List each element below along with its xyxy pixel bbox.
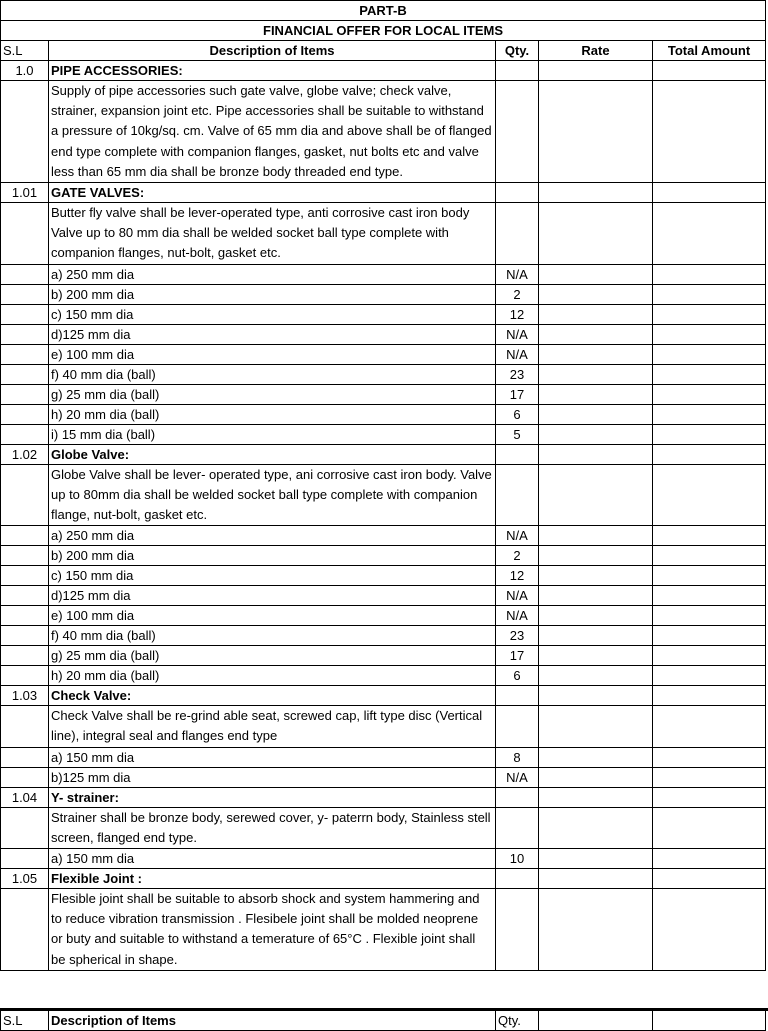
section-title: GATE VALVES:: [49, 183, 496, 203]
total-cell: [653, 686, 766, 706]
rate-cell: [539, 626, 653, 646]
rate-cell: [539, 606, 653, 626]
qty-cell: [496, 61, 539, 81]
item-row: [1, 324, 766, 344]
sl-cell: [1, 807, 49, 848]
section-row: [1, 444, 766, 464]
rate-cell: [539, 849, 653, 869]
header-row: [1, 41, 766, 61]
total-cell: [653, 747, 766, 767]
sl-cell: [1, 264, 49, 284]
total-cell: [653, 203, 766, 265]
total-cell: [653, 444, 766, 464]
item-label: b)125 mm dia: [49, 767, 496, 787]
item-qty: 6: [496, 404, 539, 424]
rate-cell: [539, 767, 653, 787]
item-qty: 2: [496, 546, 539, 566]
item-qty: 5: [496, 424, 539, 444]
item-label: c) 150 mm dia: [49, 566, 496, 586]
item-label: f) 40 mm dia (ball): [49, 626, 496, 646]
section-description: Supply of pipe accessories such gate valve, globe valve; check valve, strainer, expansion joint etc. Pipe accessories shall be suitable to withstand a pressure of 10kg/sq. cm. Valve of 65 mm dia and above shall be of flanged end type complete with companion flanges, gasket, nut bolts etc and valve less than 65 mm dia shall be bronze body threaded end type.: [49, 81, 496, 183]
total-cell: [653, 526, 766, 546]
item-label: e) 100 mm dia: [49, 344, 496, 364]
rate-cell: [539, 284, 653, 304]
item-qty: N/A: [496, 767, 539, 787]
section-description: Butter fly valve shall be lever-operated type, anti corrosive cast iron body Valve up to 80 mm dia shall be welded socket ball type complete with companion flanges, nut-bolt, gasket etc.: [49, 203, 496, 265]
next-header-total: [653, 1011, 766, 1031]
item-row: [1, 264, 766, 284]
total-cell: [653, 384, 766, 404]
sl-cell: [1, 889, 49, 971]
item-row: [1, 424, 766, 444]
rate-cell: [539, 203, 653, 265]
qty-cell: [496, 81, 539, 183]
item-label: c) 150 mm dia: [49, 304, 496, 324]
description-row: [1, 889, 766, 971]
sl-cell: [1, 666, 49, 686]
item-label: h) 20 mm dia (ball): [49, 404, 496, 424]
section-title: Y- strainer:: [49, 787, 496, 807]
rate-cell: [539, 81, 653, 183]
item-qty: N/A: [496, 526, 539, 546]
item-row: [1, 646, 766, 666]
section-description: Strainer shall be bronze body, serewed cover, y- paterrn body, Stainless stell screen, flanged end type.: [49, 807, 496, 848]
sl-cell: [1, 364, 49, 384]
total-cell: [653, 767, 766, 787]
item-qty: N/A: [496, 324, 539, 344]
item-label: d)125 mm dia: [49, 586, 496, 606]
sl-cell: [1, 566, 49, 586]
item-label: a) 150 mm dia: [49, 747, 496, 767]
header-description: Description of Items: [49, 41, 496, 61]
total-cell: [653, 264, 766, 284]
description-row: [1, 807, 766, 848]
sl-cell: [1, 464, 49, 526]
qty-cell: [496, 444, 539, 464]
sl-cell: [1, 424, 49, 444]
total-cell: [653, 626, 766, 646]
item-row: [1, 304, 766, 324]
rate-cell: [539, 889, 653, 971]
rate-cell: [539, 324, 653, 344]
sl-cell: [1, 203, 49, 265]
rate-cell: [539, 747, 653, 767]
total-cell: [653, 304, 766, 324]
item-row: [1, 666, 766, 686]
header-sl: S.L: [1, 41, 49, 61]
item-row: [1, 767, 766, 787]
item-row: [1, 284, 766, 304]
rate-cell: [539, 464, 653, 526]
item-row: [1, 747, 766, 767]
total-cell: [653, 324, 766, 344]
sl-cell: [1, 586, 49, 606]
total-cell: [653, 546, 766, 566]
offer-title: FINANCIAL OFFER FOR LOCAL ITEMS: [1, 21, 766, 41]
qty-cell: [496, 889, 539, 971]
item-qty: 2: [496, 284, 539, 304]
rate-cell: [539, 61, 653, 81]
sl-cell: [1, 606, 49, 626]
item-row: [1, 566, 766, 586]
qty-cell: [496, 686, 539, 706]
total-cell: [653, 869, 766, 889]
sl-cell: [1, 706, 49, 747]
item-label: h) 20 mm dia (ball): [49, 666, 496, 686]
item-row: [1, 626, 766, 646]
sl-cell: [1, 344, 49, 364]
sl-cell: [1, 646, 49, 666]
rate-cell: [539, 666, 653, 686]
item-label: g) 25 mm dia (ball): [49, 384, 496, 404]
section-number: 1.03: [1, 686, 49, 706]
item-row: [1, 384, 766, 404]
item-row: [1, 606, 766, 626]
item-qty: 23: [496, 626, 539, 646]
total-cell: [653, 344, 766, 364]
total-cell: [653, 566, 766, 586]
header-total-amount: Total Amount: [653, 41, 766, 61]
section-title: PIPE ACCESSORIES:: [49, 61, 496, 81]
total-cell: [653, 81, 766, 183]
rate-cell: [539, 787, 653, 807]
item-qty: 6: [496, 666, 539, 686]
sl-cell: [1, 304, 49, 324]
qty-cell: [496, 706, 539, 747]
qty-cell: [496, 464, 539, 526]
item-label: a) 250 mm dia: [49, 264, 496, 284]
rate-cell: [539, 304, 653, 324]
item-row: [1, 364, 766, 384]
description-row: [1, 81, 766, 183]
section-number: 1.05: [1, 869, 49, 889]
rate-cell: [539, 526, 653, 546]
rate-cell: [539, 384, 653, 404]
description-row: [1, 464, 766, 526]
total-cell: [653, 61, 766, 81]
total-cell: [653, 807, 766, 848]
total-cell: [653, 284, 766, 304]
total-cell: [653, 364, 766, 384]
item-qty: N/A: [496, 344, 539, 364]
section-description: Check Valve shall be re-grind able seat, screwed cap, lift type disc (Vertical line), integral seal and flanges end type: [49, 706, 496, 747]
total-cell: [653, 424, 766, 444]
rate-cell: [539, 183, 653, 203]
item-qty: 23: [496, 364, 539, 384]
section-description: Flesible joint shall be suitable to absorb shock and system hammering and to reduce vibration transmission . Flesibele joint shall be molded neoprene or buty and suitable to withstand a temerature of 65°C . Flexible joint shall be spherical in shape.: [49, 889, 496, 971]
item-label: a) 250 mm dia: [49, 526, 496, 546]
section-row: [1, 686, 766, 706]
rate-cell: [539, 646, 653, 666]
section-number: 1.04: [1, 787, 49, 807]
item-row: [1, 344, 766, 364]
sl-cell: [1, 747, 49, 767]
rate-cell: [539, 264, 653, 284]
section-row: [1, 183, 766, 203]
qty-cell: [496, 183, 539, 203]
section-number: 1.02: [1, 444, 49, 464]
item-row: [1, 849, 766, 869]
next-header-qty: Qty.: [496, 1011, 539, 1031]
item-qty: 10: [496, 849, 539, 869]
item-row: [1, 586, 766, 606]
rate-cell: [539, 686, 653, 706]
item-qty: N/A: [496, 586, 539, 606]
sl-cell: [1, 284, 49, 304]
sl-cell: [1, 81, 49, 183]
item-row: [1, 526, 766, 546]
qty-cell: [496, 807, 539, 848]
section-row: [1, 869, 766, 889]
part-title: PART-B: [1, 1, 766, 21]
sl-cell: [1, 767, 49, 787]
sl-cell: [1, 849, 49, 869]
sl-cell: [1, 626, 49, 646]
qty-cell: [496, 869, 539, 889]
description-row: [1, 203, 766, 265]
next-header-sl: S.L: [1, 1011, 49, 1031]
total-cell: [653, 404, 766, 424]
qty-cell: [496, 203, 539, 265]
item-label: a) 150 mm dia: [49, 849, 496, 869]
section-number: 1.0: [1, 61, 49, 81]
header-rate: Rate: [539, 41, 653, 61]
total-cell: [653, 646, 766, 666]
item-qty: 17: [496, 384, 539, 404]
total-cell: [653, 586, 766, 606]
item-qty: N/A: [496, 264, 539, 284]
item-label: f) 40 mm dia (ball): [49, 364, 496, 384]
description-row: [1, 706, 766, 747]
rate-cell: [539, 364, 653, 384]
rate-cell: [539, 807, 653, 848]
section-row: [1, 787, 766, 807]
item-label: d)125 mm dia: [49, 324, 496, 344]
item-qty: 12: [496, 566, 539, 586]
item-label: b) 200 mm dia: [49, 546, 496, 566]
item-row: [1, 404, 766, 424]
sl-cell: [1, 526, 49, 546]
total-cell: [653, 706, 766, 747]
item-label: g) 25 mm dia (ball): [49, 646, 496, 666]
item-row: [1, 546, 766, 566]
total-cell: [653, 464, 766, 526]
rate-cell: [539, 869, 653, 889]
next-header-rate: [539, 1011, 653, 1031]
qty-cell: [496, 787, 539, 807]
section-title: Flexible Joint :: [49, 869, 496, 889]
section-description: Globe Valve shall be lever- operated type, ani corrosive cast iron body. Valve up to 80mm dia shall be welded socket ball type complete with companion flange, nut-bolt, gasket etc.: [49, 464, 496, 526]
total-cell: [653, 849, 766, 869]
section-row: [1, 61, 766, 81]
sl-cell: [1, 404, 49, 424]
next-page-header: [0, 1008, 768, 1031]
rate-cell: [539, 566, 653, 586]
section-title: Globe Valve:: [49, 444, 496, 464]
total-cell: [653, 666, 766, 686]
rate-cell: [539, 404, 653, 424]
total-cell: [653, 183, 766, 203]
item-label: i) 15 mm dia (ball): [49, 424, 496, 444]
sl-cell: [1, 546, 49, 566]
item-qty: 8: [496, 747, 539, 767]
item-qty: 17: [496, 646, 539, 666]
rate-cell: [539, 424, 653, 444]
total-cell: [653, 606, 766, 626]
item-label: e) 100 mm dia: [49, 606, 496, 626]
rate-cell: [539, 586, 653, 606]
total-cell: [653, 889, 766, 971]
sl-cell: [1, 384, 49, 404]
sl-cell: [1, 324, 49, 344]
section-title: Check Valve:: [49, 686, 496, 706]
item-qty: 12: [496, 304, 539, 324]
rate-cell: [539, 706, 653, 747]
header-qty: Qty.: [496, 41, 539, 61]
next-header-description: Description of Items: [49, 1011, 496, 1031]
rate-cell: [539, 344, 653, 364]
total-cell: [653, 787, 766, 807]
rate-cell: [539, 546, 653, 566]
section-number: 1.01: [1, 183, 49, 203]
item-label: b) 200 mm dia: [49, 284, 496, 304]
rate-cell: [539, 444, 653, 464]
item-qty: N/A: [496, 606, 539, 626]
